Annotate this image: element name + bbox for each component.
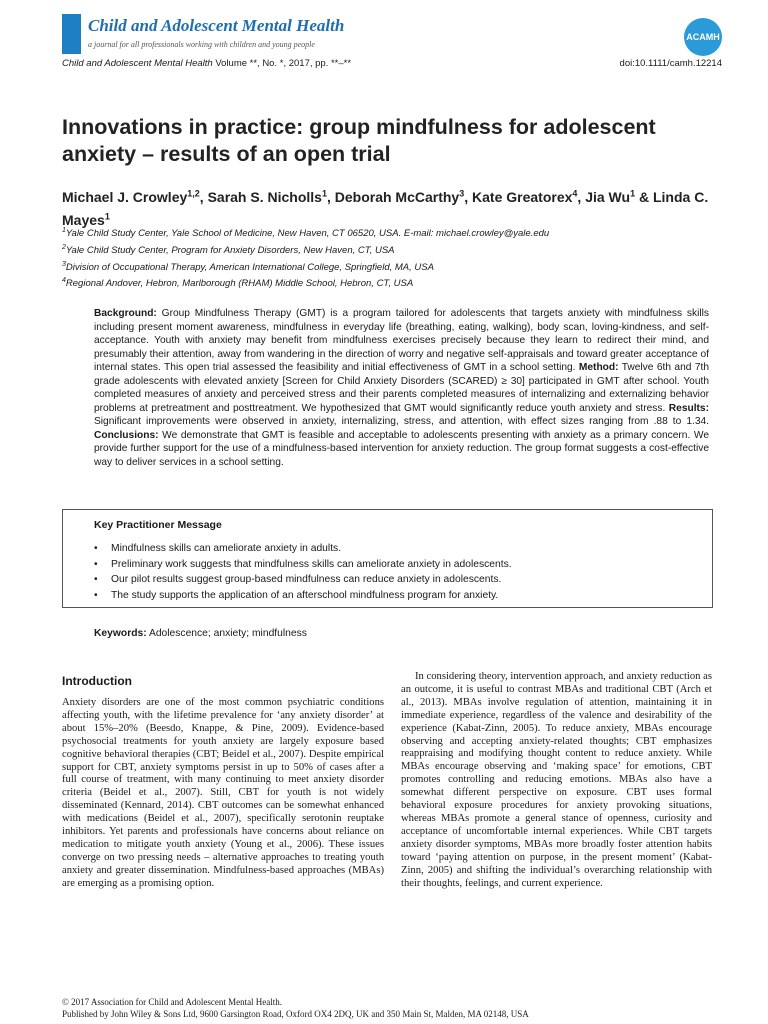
abstract-conclusions: We demonstrate that GMT is feasible and acceptable to adolescents presenting with anxiety as a primary concern. We provide further support for the use of a mindfulness-based intervention for anxiety reduction. The group format suggests a cost-effective way to deliver services in a school setting.	[94, 429, 709, 468]
author: Michael J. Crowley$^{1,2}$,	[62, 188, 208, 205]
author: Linda C. Mayes$^1$	[62, 188, 709, 229]
affiliation: $^2$Yale Child Study Center, Program for Anxiety Disorders, New Haven, CT, USA	[62, 243, 395, 256]
affiliation: $^1$Yale Child Study Center, Yale School of Medicine, New Haven, CT 06520, USA. E-mail: michael.crowley@yale.edu	[62, 227, 550, 240]
body-column-right: In considering theory, intervention approach, and anxiety reduction as an outcome, it is useful to contrast MBAs and traditional CBT (Arch et al., 2013). MBAs involve regulation of attention, maintaining it in immediate experience, regardless of the valence and desirability of the experience (Kabat-Zinn, 2005). To reduce anxiety, MBAs encourage observing and accepting anxiety-related thoughts; CBT emphasizes reappraising and modifying thought content to reduce anxiety. While MBAs encourage observing and ‘making space’ for emotions, CBT promotes controlling and reducing emotions. MBAs also have a somewhat different perspective on exposure. CBT uses formal behavioral exposure procedures for anxiety provoking situations, whereas MBAs promote a general stance of openness, curiosity and acceptance of uncomfortable internal experiences. While CBT targets anxiety disorder symptoms, MBAs more broadly foster attention habits toward ‘paying attention on purpose, in the present moment’ (Kabat-Zinn, 2005) and shifting the individual’s overarching relationship with their thoughts, feelings, and current experience.	[401, 671, 712, 889]
keywords-text: Adolescence; anxiety; mindfulness	[146, 628, 307, 639]
citation-journal: Child and Adolescent Mental Health	[62, 58, 213, 69]
section-heading-introduction: Introduction	[62, 674, 132, 688]
keywords	[94, 628, 307, 639]
journal-subtitle: a journal for all professionals working with children and young people	[88, 40, 315, 49]
body-column-left: Anxiety disorders are one of the most common psychiatric conditions affecting youth, with the lifetime prevalence for ‘any anxiety disorder’ at about 15%–20% (Beesdo, Knappe, & Pine, 2009). Evidence-based psychosocial treatments for youth anxiety are largely exposure based cognitive behavioral therapies (CBT; Beidel et al., 2007). Despite empirical support for CBT, anxiety symptoms persist in up to 50% of cases after a full course of treatment, with many continuing to meet anxiety disorder criteria (Beidel et al., 2007). Still, CBT for youth is not widely disseminated (Kennard, 2014). CBT outcomes can be somewhat enhanced with medications (Beidel et al., 2007), specifically serotonin reuptake inhibitors. Yet parents and professionals have concerns about reliance on medication to mitigate youth anxiety (Young et al., 2006). These issues converge on two pressing needs – alternative approaches to treating youth anxiety and greater dissemination. Mindfulness-based approaches (MBAs) are emerging as a promising option.	[62, 697, 384, 889]
key-message-item: • The study supports the application of an afterschool mindfulness program for anxiety.	[94, 588, 694, 604]
abstract	[94, 307, 709, 469]
key-message-title: Key Practitioner Message	[94, 519, 222, 531]
copyright-footer	[62, 996, 742, 1020]
abstract-conclusions-label: Conclusions:	[94, 429, 159, 441]
affiliation: $^3$Division of Occupational Therapy, American International College, Springfield, MA, USA	[62, 260, 434, 273]
article-title: Innovations in practice: group mindfulness for adolescent anxiety – results of an open trial	[62, 115, 656, 166]
abstract-method: Twelve 6th and 7th grade adolescents with elevated anxiety [Screen for Child Anxiety Disorders (SCARED) ≥ 30] participated in GMT after school. Youth completed measures of anxiety and perceived stress and their parents completed measures of internalizing and externalizing behavior problems at pretreatment and posttreatment. We hypothesized that GMT would significantly reduce youth anxiety and stress.	[94, 362, 709, 414]
key-message-item: • Our pilot results suggest group-based mindfulness can reduce anxiety in adolescents.	[94, 572, 694, 588]
key-message-list	[94, 541, 694, 603]
publisher-line: Published by John Wiley & Sons Ltd, 9600 Garsington Road, Oxford OX4 2DQ, UK and 350 Main St, Malden, MA 02148, USA	[62, 1009, 529, 1019]
doi-link[interactable]: doi:10.1111/camh.12214	[619, 58, 722, 69]
affiliation: $^4$Regional Andover, Hebron, Marlborough (RHAM) Middle School, Hebron, CT, USA	[62, 277, 414, 290]
key-message-item: • Mindfulness skills can ameliorate anxiety in adults.	[94, 541, 694, 557]
abstract-results: Significant improvements were observed in anxiety, internalizing, stress, and attention, with effect sizes ranging from .88 to 1.34.	[94, 416, 709, 427]
keywords-label: Keywords:	[94, 628, 147, 639]
journal-title: Child and Adolescent Mental Health	[88, 16, 345, 35]
abstract-background: Group Mindfulness Therapy (GMT) is a program tailored for adolescents that targets anxiety with mindfulness skills including present moment awareness, mindfulness in everyday life (breathing, eating, walking), body scan, loving-kindness, and self-acceptance. Youth with anxiety may benefit from mindfulness exercises precisely because they learn to redirect their mind, and presumably their attention, away from wandering in the direction of worry and negative self-appraisals and toward greater acceptance of internal states. This open trial assessed the feasibility and initial effectiveness of GMT in a school setting.	[94, 308, 709, 373]
citation-volume: Volume **, No. *, 2017, pp. **–**	[212, 58, 352, 69]
author: Kate Greatorex$^4$,	[472, 188, 586, 205]
abstract-results-label: Results:	[668, 402, 709, 414]
key-message-item: • Preliminary work suggests that mindfulness skills can ameliorate anxiety in adolescents.	[94, 557, 694, 573]
acamh-logo: ACAMH	[684, 18, 722, 56]
abstract-background-label: Background:	[94, 308, 157, 319]
author: Jia Wu$^1$ &	[585, 188, 653, 205]
author: Sarah S. Nicholls$^1$,	[207, 188, 335, 205]
abstract-method-label: Method:	[578, 362, 619, 373]
copyright-line: © 2017 Association for Child and Adolescent Mental Health.	[62, 997, 283, 1007]
citation-line	[62, 58, 351, 69]
author: Deborah McCarthy$^3$,	[334, 188, 473, 205]
journal-color-bar	[62, 14, 81, 54]
affiliations	[62, 224, 742, 291]
